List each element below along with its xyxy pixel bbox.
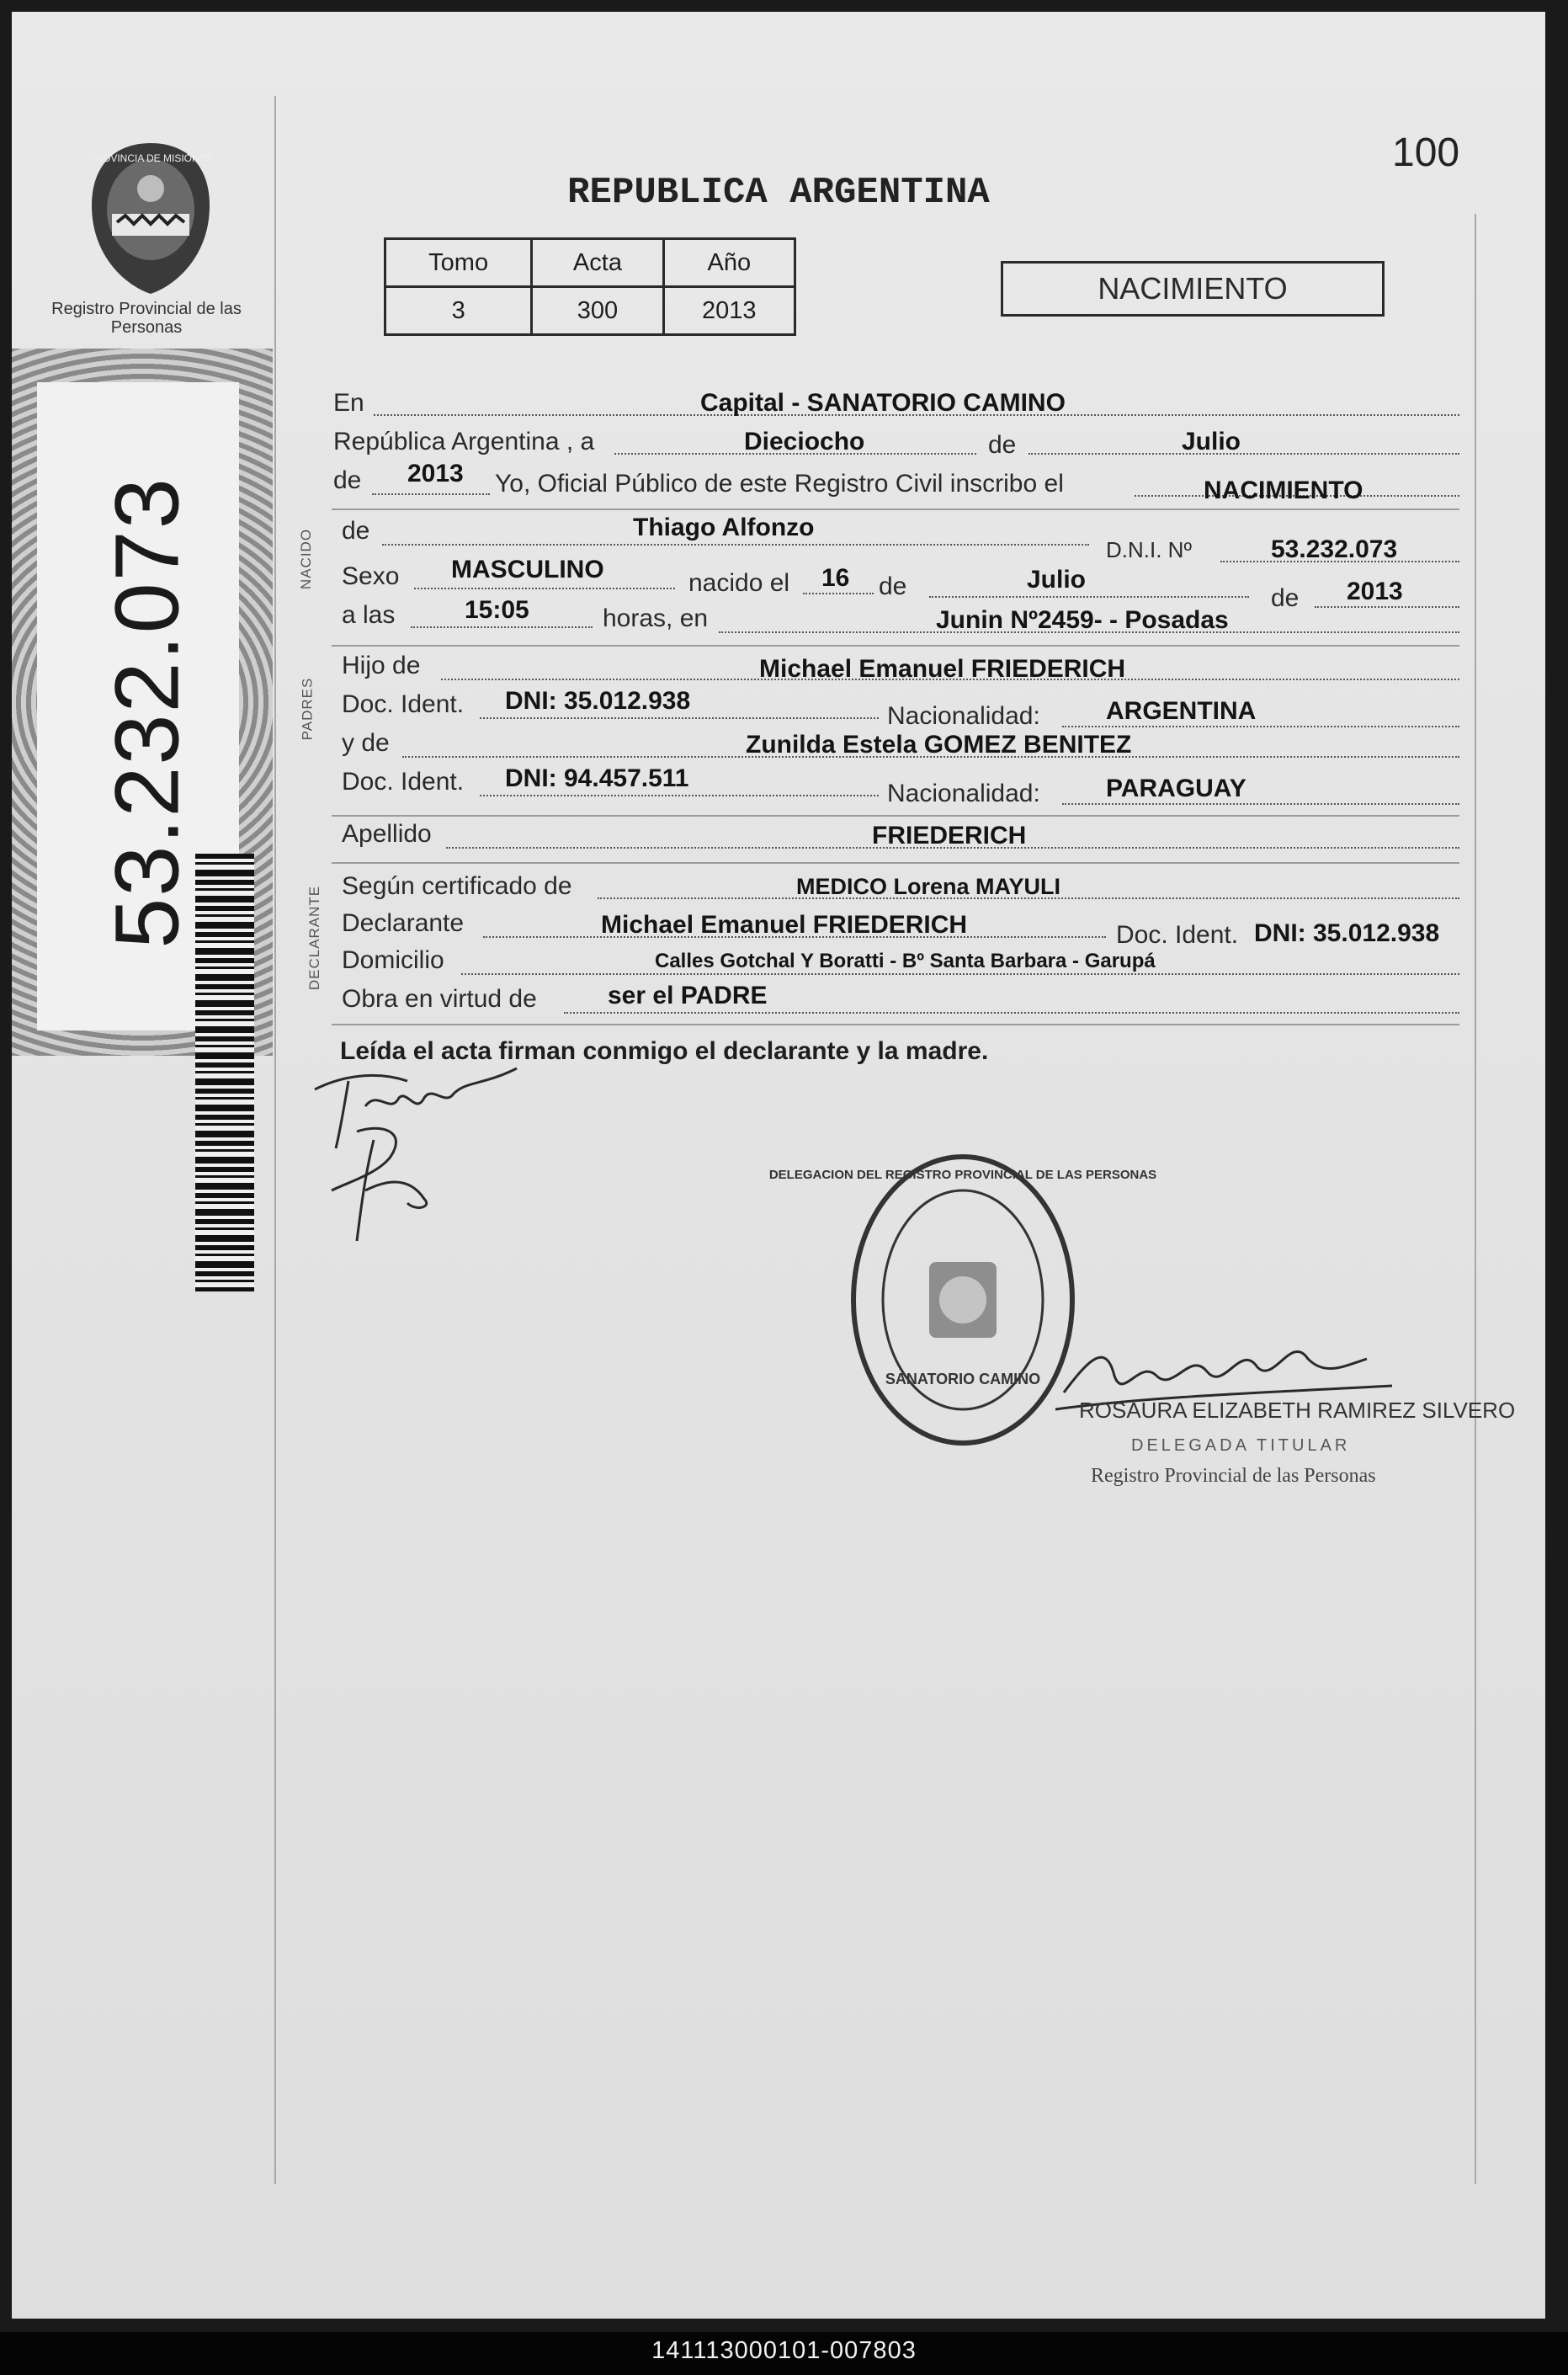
value-padre-nac: ARGENTINA [1106,697,1257,725]
value-nombre: Thiago Alfonzo [633,514,815,541]
dotted-line [1029,453,1459,455]
value-inscribo-tipo: NACIMIENTO [1204,477,1363,504]
right-rule [1475,214,1476,2184]
label-de: de [879,572,907,600]
header-tomo: Tomo [385,239,532,287]
official-agency: Registro Provincial de las Personas [1091,1465,1376,1487]
section-divider [332,862,1459,864]
label-apellido: Apellido [342,820,432,848]
value-year: 2013 [407,460,464,487]
label-nacido-el: nacido el [688,569,790,597]
label-horas-en: horas, en [603,604,709,632]
value-declarante-doc: DNI: 35.012.938 [1254,919,1440,947]
stamp-inner-text: SANATORIO CAMINO [885,1371,1041,1387]
label-de: de [333,466,362,494]
label-de-nombre: de [342,517,370,545]
value-apellido: FRIEDERICH [872,822,1027,849]
barcode [195,854,254,1291]
value-domicilio: Calles Gotchal Y Boratti - Bº Santa Barbara - Garupá [655,950,1156,972]
value-birth-month: Julio [1027,566,1087,594]
section-divider [332,509,1459,510]
label-doc-ident: Doc. Ident. [342,768,465,796]
header-acta: Acta [532,239,663,287]
declarant-signatures [298,1056,534,1258]
label-declarante-doc: Doc. Ident. [1116,921,1239,949]
label-nacionalidad: Nacionalidad: [887,702,1040,730]
official-name: ROSAURA ELIZABETH RAMIREZ SILVERO [1079,1398,1516,1423]
label-dni: D.N.I. Nº [1106,537,1192,562]
dotted-line [480,795,879,796]
label-declarante: Declarante [342,909,465,937]
value-certificado: MEDICO Lorena MAYULI [796,874,1061,899]
certificate-page [12,12,1545,2319]
value-sexo: MASCULINO [451,556,604,583]
label-hijo-de: Hijo de [342,652,421,679]
coat-of-arms-logo [83,138,218,298]
value-place: Capital - SANATORIO CAMINO [700,389,1066,417]
dotted-line [411,626,593,628]
record-table [384,237,796,336]
label-sexo: Sexo [342,562,400,590]
section-label-nacido: NACIDO [298,528,315,590]
dotted-line [372,493,490,495]
agency-name: Registro Provincial de las Personas [51,300,242,337]
label-republica: República Argentina , a [333,428,595,455]
official-role: DELEGADA TITULAR [1131,1436,1351,1455]
section-divider [332,1024,1459,1025]
dotted-line [414,588,675,589]
label-yo-text: Yo, Oficial Público de este Registro Civil inscribo el [495,470,1064,498]
label-y-de: y de [342,729,390,757]
value-madre-doc: DNI: 94.457.511 [505,764,689,792]
dotted-line [1315,606,1459,608]
value-tomo: 3 [385,287,532,335]
value-padre-doc: DNI: 35.012.938 [505,687,691,715]
dotted-line [803,593,874,594]
label-doc-ident: Doc. Ident. [342,690,465,718]
label-a-las: a las [342,601,396,629]
label-de: de [1271,584,1300,612]
page-title: REPUBLICA ARGENTINA [567,172,990,214]
dotted-line [1062,726,1459,727]
section-divider [332,815,1459,817]
value-month: Julio [1182,428,1241,455]
value-day-words: Dieciocho [744,428,865,455]
value-acta: 300 [532,287,663,335]
value-madre: Zunilda Estela GOMEZ BENITEZ [746,731,1132,759]
value-birth-day: 16 [821,564,850,592]
dotted-line [382,544,1089,546]
label-domicilio: Domicilio [342,946,444,974]
side-id-number: 53.232.073 [95,477,198,949]
value-madre-nac: PARAGUAY [1106,775,1246,802]
value-obra: ser el PADRE [608,982,768,1009]
label-de: de [988,431,1017,459]
value-anio: 2013 [663,287,795,335]
margin-rule [274,96,276,2184]
logo-ring-text: PROVINCIA DE MISIONES [88,152,213,164]
value-birth-year: 2013 [1347,578,1403,605]
page-number: 100 [1392,130,1460,175]
label-nacionalidad: Nacionalidad: [887,780,1040,807]
label-certificado: Según certificado de [342,872,572,900]
dotted-line [480,717,879,719]
section-label-declarante: DECLARANTE [306,885,323,991]
stamp-ring-text: DELEGACION DEL REGISTRO PROVINCIAL DE LAS PERSONAS [768,1168,1157,1182]
section-label-padres: PADRES [299,677,316,741]
value-dni: 53.232.073 [1271,535,1398,563]
label-en: En [333,389,364,417]
closing-statement: Leída el acta firman conmigo el declarante y la madre. [340,1037,989,1065]
value-hora: 15:05 [465,596,529,624]
dotted-line [929,596,1249,598]
header-anio: Año [663,239,795,287]
label-obra: Obra en virtud de [342,985,537,1013]
document-id: 141113000101-007803 [651,2337,917,2364]
value-birth-place: Junin Nº2459- - Posadas [936,606,1229,634]
section-divider [332,645,1459,647]
dotted-line [461,973,1459,975]
value-declarante: Michael Emanuel FRIEDERICH [601,911,968,939]
record-type-box: NACIMIENTO [1001,261,1385,317]
value-padre: Michael Emanuel FRIEDERICH [759,655,1126,683]
dotted-line [564,1012,1459,1014]
dotted-line [1062,803,1459,805]
